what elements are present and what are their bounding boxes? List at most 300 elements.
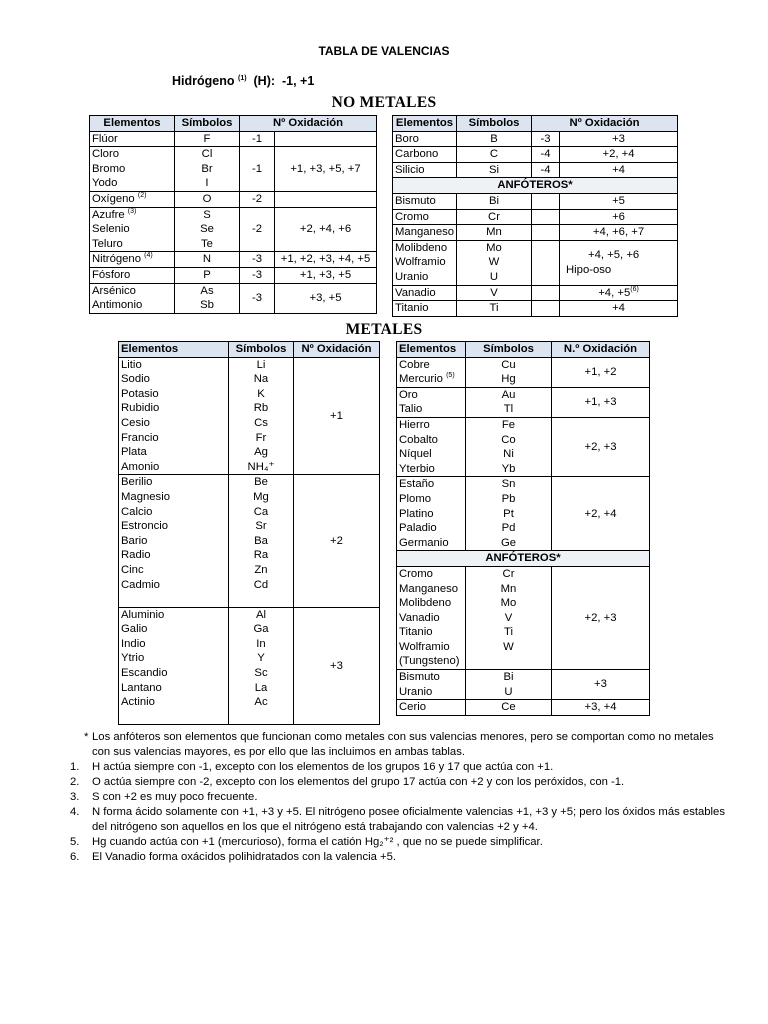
table-row: [90, 131, 377, 147]
element-name: [397, 357, 466, 372]
element-name: [90, 237, 175, 252]
element-name-text: Germanio: [399, 536, 449, 549]
positive-valence: [275, 283, 377, 313]
element-symbol: Cr: [457, 209, 532, 225]
element-name-text: Antimonio: [92, 299, 143, 312]
element-name: [393, 225, 457, 241]
element-name-text: Cesio: [121, 416, 150, 429]
positive-valence: [560, 209, 678, 225]
element-name-text: Bromo: [92, 162, 126, 175]
footnote-star: [70, 730, 730, 760]
element-symbol: Al: [229, 607, 294, 622]
element-name-text: Estroncio: [121, 520, 169, 533]
element-symbol: Li: [229, 357, 294, 372]
footnote-item: [0, 790, 730, 805]
hydrogen-symbol: (H):: [253, 74, 276, 88]
element-symbol: Sc: [229, 666, 294, 681]
oxidation-value: +2, +3: [552, 417, 650, 476]
element-name-text: Uranio: [399, 685, 433, 698]
element-symbol: [229, 710, 294, 725]
element-name-text: Uranio: [395, 270, 429, 283]
element-name-text: Litio: [121, 358, 142, 371]
footnote-item: [0, 850, 730, 865]
element-symbol: Be: [229, 475, 294, 490]
table-row: [393, 301, 678, 317]
element-name-text: Oxígeno: [92, 192, 135, 205]
element-name-text: Nitrógeno: [92, 253, 141, 266]
element-name: [90, 162, 175, 177]
table-row: [90, 267, 377, 283]
negative-valence: -2: [240, 191, 275, 207]
element-name: [119, 563, 229, 578]
element-name-text: Radio: [121, 549, 151, 562]
element-name: [397, 625, 466, 640]
element-name: [397, 462, 466, 477]
table-row: [119, 475, 380, 490]
element-symbol: Yb: [466, 462, 552, 477]
element-name: [397, 685, 466, 700]
element-symbol: Ni: [466, 447, 552, 462]
table-row: [119, 357, 380, 372]
element-name: [397, 433, 466, 448]
element-name-text: Magnesio: [121, 490, 170, 503]
element-name-text: Actinio: [121, 696, 155, 709]
table-row: [393, 285, 678, 301]
element-symbol: P: [175, 267, 240, 283]
element-name-text: Plata: [121, 446, 147, 459]
footnote-ref: (2): [137, 192, 147, 200]
element-symbol: [229, 592, 294, 607]
element-name: [393, 209, 457, 225]
negative-valence: [532, 193, 560, 209]
element-symbol: Hg: [466, 372, 552, 387]
element-symbol: Mg: [229, 490, 294, 505]
element-name-text: Oro: [399, 388, 418, 401]
oxidation-value: +3: [294, 607, 380, 725]
element-name: [119, 548, 229, 563]
no-metales-heading: NO METALES: [331, 94, 437, 111]
element-name: [397, 417, 466, 432]
table-row: [393, 225, 678, 241]
element-name: [119, 431, 229, 446]
element-name-text: Amonio: [121, 460, 160, 473]
positive-valence: [560, 285, 678, 301]
element-name: [119, 387, 229, 402]
element-name: [397, 654, 466, 669]
col-header-elements: Elementos: [119, 342, 229, 358]
element-name: [119, 445, 229, 460]
element-symbol: Pb: [466, 492, 552, 507]
element-symbol: Ti: [466, 625, 552, 640]
element-symbol: V: [457, 285, 532, 301]
element-name-text: Fósforo: [92, 268, 131, 281]
table-row: [397, 357, 650, 372]
element-name: [119, 651, 229, 666]
footnote-text: Hg cuando actúa con +1 (mercurioso), forma el catión Hg₂⁺² , que no se puede simplificar.: [92, 836, 543, 848]
element-name: [393, 131, 457, 147]
positive-valence-text: +4, +5, +6: [588, 249, 640, 262]
positive-valence: [560, 147, 678, 163]
negative-valence: -2: [240, 207, 275, 252]
element-symbol: Bi: [466, 670, 552, 685]
element-symbol: Ga: [229, 622, 294, 637]
element-name: [90, 267, 175, 283]
element-name: [397, 372, 466, 387]
element-name: [90, 298, 175, 313]
positive-valence: [560, 193, 678, 209]
element-name-text: Silicio: [395, 163, 425, 176]
col-header-symbols: Símbolos: [229, 342, 294, 358]
table-row: [393, 162, 678, 178]
element-symbol: In: [229, 637, 294, 652]
element-name: [90, 176, 175, 191]
element-name-text: Cinc: [121, 563, 144, 576]
element-symbol: Te: [175, 237, 240, 252]
element-symbol: Cl: [175, 147, 240, 162]
element-symbol: [466, 654, 552, 669]
element-name-text: Teluro: [92, 237, 123, 250]
table-row: [397, 477, 650, 492]
element-name-text: Berilio: [121, 476, 153, 489]
negative-valence: [532, 285, 560, 301]
element-name-text: Flúor: [92, 132, 118, 145]
element-name-text: Boro: [395, 132, 419, 145]
positive-valence-text: +6: [612, 210, 625, 223]
element-symbol: O: [175, 191, 240, 207]
element-name-text: Francio: [121, 431, 159, 444]
no-metals-table-right: [392, 115, 678, 317]
element-name-text: Cobre: [399, 358, 430, 371]
negative-valence: -3: [532, 131, 560, 147]
element-name-text: Titanio: [395, 302, 429, 315]
element-symbol: Bi: [457, 193, 532, 209]
element-name: [397, 447, 466, 462]
col-header-oxidation: Nº Oxidación: [532, 116, 678, 132]
positive-valence: [560, 162, 678, 178]
footnote-text: S con +2 es muy poco frecuente.: [92, 791, 258, 803]
element-name-text: Ytrio: [121, 652, 145, 665]
element-name: [119, 622, 229, 637]
positive-valence-text: +4, +5: [598, 286, 631, 299]
footnote-number: 1.: [70, 761, 80, 773]
element-name-text: (Tungsteno): [399, 655, 460, 668]
element-symbol: Mo: [466, 596, 552, 611]
col-header-elements: Elementos: [393, 116, 457, 132]
element-name: [397, 507, 466, 522]
element-name: [90, 207, 175, 222]
anfoteros-label: ANFÓTEROS*: [397, 551, 650, 567]
table-row: [119, 607, 380, 622]
element-name-text: Molibdeno: [399, 597, 452, 610]
footnote-number: 6.: [70, 851, 80, 863]
footnote-text: N forma ácido solamente con +1, +3 y +5. El nitrógeno posee oficialmente valencias +1, +3 y +5; pero los óxidos más estables del nitrógeno son aquellos en los que el nitrógeno está trabajando con valencias +2 y +4.: [92, 806, 725, 833]
positive-valence-text: +2, +4: [602, 148, 635, 161]
positive-valence: [560, 240, 678, 285]
element-name-text: Estaño: [399, 478, 435, 491]
hydrogen-name: Hidrógeno: [172, 74, 235, 88]
hydrogen-note: (1): [237, 74, 247, 82]
col-header-elements: Elementos: [397, 342, 466, 358]
element-symbol: As: [175, 283, 240, 298]
table-row: [90, 283, 377, 298]
footnote-star-text: Los anfóteros son elementos que funcionan como metales con sus valencias menores, pero se comportan como no metales con sus valencias mayores, es por ello que las incluimos en ambas tablas.: [92, 731, 714, 758]
element-symbol: Zn: [229, 563, 294, 578]
element-name: [119, 505, 229, 520]
element-symbol: Cd: [229, 578, 294, 593]
element-symbol: N: [175, 252, 240, 268]
element-symbol: Ca: [229, 505, 294, 520]
oxidation-value: +1, +3: [552, 387, 650, 417]
element-name-text: Paladio: [399, 522, 437, 535]
element-symbol: V: [466, 611, 552, 626]
element-name: [397, 566, 466, 581]
footnote-number: 3.: [70, 791, 80, 803]
col-header-elements: Elementos: [90, 116, 175, 132]
element-name: [119, 460, 229, 475]
element-symbol: B: [457, 131, 532, 147]
footnote-text: El Vanadio forma oxácidos polihidratados con la valencia +5.: [92, 851, 397, 863]
footnote-item: [0, 835, 730, 850]
footnotes: [70, 730, 730, 865]
element-symbol: Ag: [229, 445, 294, 460]
element-symbol: Mn: [466, 582, 552, 597]
element-name-text: Yodo: [92, 177, 118, 190]
element-name-text: Plomo: [399, 492, 432, 505]
element-name: [90, 131, 175, 147]
footnote-item: [0, 760, 730, 775]
element-symbol: U: [466, 685, 552, 700]
element-symbol: Ac: [229, 695, 294, 710]
element-name: [119, 475, 229, 490]
table-row: [397, 700, 650, 716]
element-name-text: Manganeso: [395, 226, 455, 239]
element-name-text: Rubidio: [121, 402, 160, 415]
positive-valence: [275, 147, 377, 192]
element-name-text: Azufre: [92, 208, 125, 221]
positive-valence: [560, 301, 678, 317]
metals-table-left: [118, 341, 380, 725]
element-symbol: F: [175, 131, 240, 147]
footnote-text: O actúa siempre con -2, excepto con los elementos del grupo 17 actúa con +2 y con los peróxidos, con -1.: [92, 776, 625, 788]
element-name: [397, 536, 466, 551]
negative-valence: -1: [240, 147, 275, 192]
element-symbol: Fe: [466, 417, 552, 432]
element-name: [119, 534, 229, 549]
element-name-text: Cromo: [399, 567, 433, 580]
element-name: [119, 578, 229, 593]
element-name-text: Galio: [121, 623, 148, 636]
element-name-text: Vanadio: [399, 611, 440, 624]
element-name: [397, 670, 466, 685]
table-row: [90, 191, 377, 207]
positive-valence-text: +3, +5: [309, 291, 342, 304]
col-header-symbols: Símbolos: [457, 116, 532, 132]
element-symbol: Ti: [457, 301, 532, 317]
positive-valence-note: Hipo-oso: [566, 263, 612, 276]
element-name-text: Cobalto: [399, 433, 438, 446]
anfoteros-row: [393, 178, 678, 194]
element-symbol: K: [229, 387, 294, 402]
oxidation-value: +1: [294, 357, 380, 475]
oxidation-value: +1, +2: [552, 357, 650, 387]
negative-valence: [532, 240, 560, 285]
element-symbol: Tl: [466, 402, 552, 417]
oxidation-value: +2: [294, 475, 380, 607]
footnote-ref: (5): [446, 372, 455, 380]
metals-table-right: [396, 341, 650, 716]
element-name: [397, 402, 466, 417]
element-name-text: Sodio: [121, 373, 150, 386]
col-header-symbols: Símbolos: [466, 342, 552, 358]
negative-valence: [532, 301, 560, 317]
positive-valence: [560, 225, 678, 241]
oxidation-value: +3, +4: [552, 700, 650, 716]
element-name-text: Mercurio: [399, 373, 443, 386]
element-name: [393, 285, 457, 301]
footnote-ref: (6): [630, 285, 639, 293]
footnote-number: 5.: [70, 836, 80, 848]
positive-valence-text: +2, +4, +6: [299, 223, 352, 236]
element-name: [119, 401, 229, 416]
negative-valence: -3: [240, 267, 275, 283]
element-symbol: Au: [466, 387, 552, 402]
element-symbol: U: [457, 270, 532, 285]
element-name: [90, 147, 175, 162]
element-symbol: Cr: [466, 566, 552, 581]
element-name: [393, 193, 457, 209]
element-symbol: Fr: [229, 431, 294, 446]
oxidation-value: +2, +4: [552, 477, 650, 551]
element-name-text: Wolframio: [395, 256, 446, 269]
element-symbol: Si: [457, 162, 532, 178]
element-symbol: Sr: [229, 519, 294, 534]
element-name-text: Talio: [399, 403, 423, 416]
element-symbol: Cs: [229, 416, 294, 431]
element-name-text: Calcio: [121, 505, 153, 518]
element-symbol: Co: [466, 433, 552, 448]
element-name: [119, 637, 229, 652]
positive-valence-text: +5: [612, 194, 625, 207]
element-name-text: Manganeso: [399, 582, 459, 595]
footnote-text: H actúa siempre con -1, excepto con los elementos de los grupos 16 y 17 que actúa con +1.: [92, 761, 554, 773]
element-symbol: Sb: [175, 298, 240, 313]
footnote-item: [0, 775, 730, 790]
table-row: [397, 387, 650, 402]
element-name: [393, 270, 457, 285]
element-symbol: Ra: [229, 548, 294, 563]
element-name: [90, 252, 175, 268]
element-symbol: Ce: [466, 700, 552, 716]
negative-valence: -4: [532, 162, 560, 178]
positive-valence-text: +1, +3, +5, +7: [290, 162, 361, 175]
element-symbol: Rb: [229, 401, 294, 416]
element-name-text: Wolframio: [399, 640, 450, 653]
table-row: [393, 209, 678, 225]
element-name: [397, 582, 466, 597]
negative-valence: [532, 225, 560, 241]
negative-valence: [532, 209, 560, 225]
col-header-symbols: Símbolos: [175, 116, 240, 132]
element-name-text: Cromo: [395, 210, 429, 223]
element-name: [397, 521, 466, 536]
negative-valence: -3: [240, 283, 275, 313]
element-name: [119, 592, 229, 607]
element-symbol: S: [175, 207, 240, 222]
element-name: [397, 611, 466, 626]
element-symbol: Mo: [457, 240, 532, 255]
element-symbol: Pt: [466, 507, 552, 522]
element-name-text: Arsénico: [92, 284, 136, 297]
element-name: [119, 695, 229, 710]
footnote-ref: (4): [144, 252, 153, 260]
element-symbol: W: [457, 255, 532, 270]
element-symbol: Ge: [466, 536, 552, 551]
positive-valence-text: +4, +6, +7: [592, 226, 645, 239]
positive-valence-text: +3: [612, 132, 625, 145]
element-name: [397, 640, 466, 655]
col-header-oxidation: Nº Oxidación: [294, 342, 380, 358]
element-name: [393, 240, 457, 255]
negative-valence: -3: [240, 252, 275, 268]
element-name: [119, 416, 229, 431]
element-name: [90, 191, 175, 207]
element-symbol: Se: [175, 222, 240, 237]
element-symbol: Y: [229, 651, 294, 666]
element-name-text: Bario: [121, 534, 148, 547]
negative-valence: -4: [532, 147, 560, 163]
anfoteros-label: ANFÓTEROS*: [393, 178, 678, 194]
table-row: [393, 147, 678, 163]
table-row: [393, 131, 678, 147]
table-row: [90, 147, 377, 162]
negative-valence: -1: [240, 131, 275, 147]
element-name: [119, 607, 229, 622]
positive-valence: [275, 131, 377, 147]
positive-valence-text: +4: [612, 163, 625, 176]
metales-heading: METALES: [345, 321, 423, 338]
element-name-text: Bismuto: [395, 194, 436, 207]
oxidation-value: +3: [552, 670, 650, 700]
positive-valence: [560, 131, 678, 147]
footnote-number: 2.: [70, 776, 80, 788]
element-symbol: Br: [175, 162, 240, 177]
element-name: [393, 301, 457, 317]
table-row: [393, 193, 678, 209]
table-row: [397, 670, 650, 685]
element-name: [90, 222, 175, 237]
no-metals-table-left: [89, 115, 377, 314]
element-name: [397, 387, 466, 402]
element-name-text: Indio: [121, 637, 146, 650]
positive-valence-text: +4: [612, 302, 625, 315]
col-header-oxidation: Nº Oxidación: [240, 116, 377, 132]
table-row: [90, 207, 377, 222]
element-name-text: Molibdeno: [395, 241, 448, 254]
element-symbol: I: [175, 176, 240, 191]
element-name: [393, 255, 457, 270]
element-name-text: Yterbio: [399, 462, 435, 475]
element-name: [393, 162, 457, 178]
oxidation-value: +2, +3: [552, 566, 650, 669]
table-row: [397, 417, 650, 432]
element-symbol: Na: [229, 372, 294, 387]
anfoteros-row: [397, 551, 650, 567]
element-name: [393, 147, 457, 163]
element-name: [397, 596, 466, 611]
table-row: [90, 252, 377, 268]
element-symbol: W: [466, 640, 552, 655]
element-name: [119, 372, 229, 387]
